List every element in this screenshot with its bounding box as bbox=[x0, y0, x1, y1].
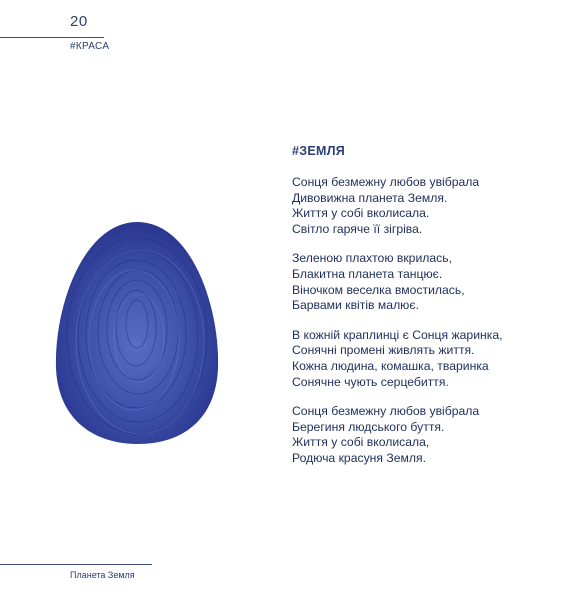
poem-line: Віночком веселка вмостилась, bbox=[292, 282, 465, 297]
poem-line: Сонячні промені живлять життя. bbox=[292, 343, 475, 358]
poem-line: Берегиня людського буття. bbox=[292, 419, 445, 434]
poem-stanza bbox=[292, 251, 552, 313]
header-divider bbox=[0, 37, 104, 38]
poem-line: Життя у собі вколисала, bbox=[292, 435, 430, 450]
poem-line: Сонячне чують серцебиття. bbox=[292, 374, 449, 389]
poem-line: Життя у собі вколисала. bbox=[292, 206, 430, 221]
poem-line: Сонця безмежну любов увібрала bbox=[292, 404, 480, 419]
section-tag: #КРАСА bbox=[70, 41, 110, 52]
poem-stanzas bbox=[292, 175, 552, 467]
poem-line: Блакитна планета танцює. bbox=[292, 266, 443, 281]
poem bbox=[292, 144, 552, 481]
poem-line: Зеленою плахтою вкрилась, bbox=[292, 251, 452, 266]
poem-line: Сонця безмежну любов увібрала bbox=[292, 175, 480, 189]
poem-stanza bbox=[292, 404, 552, 466]
page-number: 20 bbox=[70, 13, 88, 30]
poem-title: #ЗЕМЛЯ bbox=[292, 144, 346, 158]
poem-stanza bbox=[292, 175, 552, 237]
blue-egg-drawing bbox=[52, 218, 222, 446]
poem-line: Родюча красуня Земля. bbox=[292, 450, 427, 465]
poem-line: Дивовижна планета Земля. bbox=[292, 190, 448, 205]
poem-line: В кожній краплинці є Сонця жаринка, bbox=[292, 327, 503, 342]
footer-divider bbox=[0, 564, 152, 565]
footer-book-title: Планета Земля bbox=[70, 570, 135, 580]
poem-line: Світло гаряче її зігріва. bbox=[292, 221, 423, 236]
poem-line: Кожна людина, комашка, тваринка bbox=[292, 358, 489, 373]
poem-stanza bbox=[292, 328, 552, 390]
poem-line: Барвами квітів малює. bbox=[292, 298, 419, 313]
